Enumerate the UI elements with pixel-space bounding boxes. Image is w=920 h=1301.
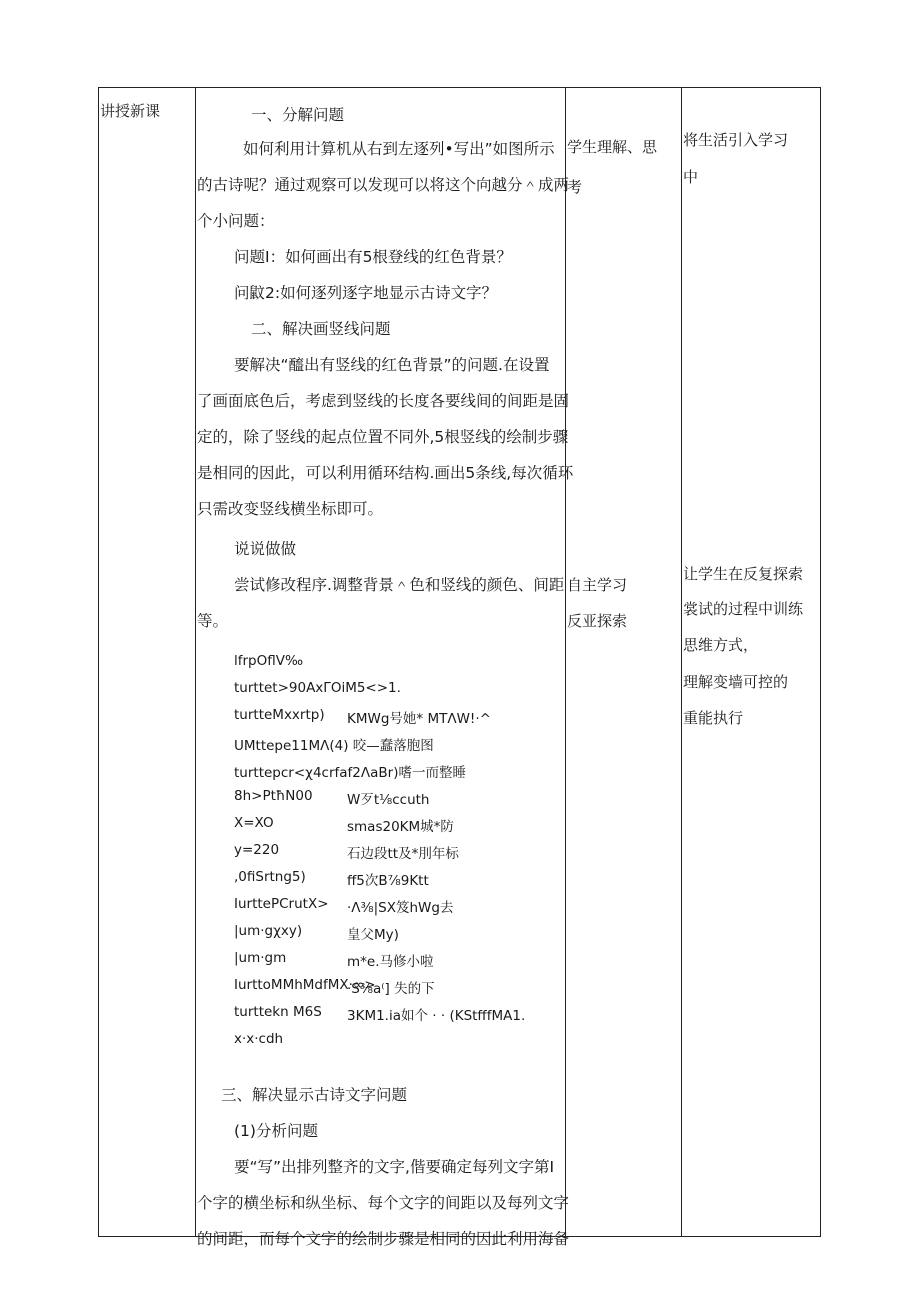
code-comment: m*e.马修小啦 xyxy=(347,954,434,970)
section-label: 讲授新课 xyxy=(100,102,161,120)
code-comment: smas20KM城*防 xyxy=(347,819,454,835)
design-intent: 重能执行 xyxy=(683,709,744,727)
design-intent: 思维方式， xyxy=(683,636,759,654)
column-divider xyxy=(195,87,196,1237)
code-line: IurttoMMhMdfMX·∞> xyxy=(234,977,376,993)
question-2: 问鼤2:如何逐列逐字地显示古诗文字？ xyxy=(234,284,498,302)
paragraph-line: 等。 xyxy=(197,612,229,630)
subheading-analyze: (1)分析问题 xyxy=(234,1122,318,1140)
paragraph-line: 是相同的因此，可以利用循环结构.画出5条线,每次循环 xyxy=(197,464,574,482)
code-comment: W歹t⅛ccuth xyxy=(347,792,430,808)
heading-decompose: 一、分解问题 xyxy=(251,106,345,124)
design-intent: 裳试的过程中训练 xyxy=(683,600,804,618)
paragraph-line: 了画面底色后，考虑到竖线的长度各要线间的间距是固 xyxy=(197,392,570,410)
code-line: y=220 xyxy=(234,842,280,858)
code-comment: 皇父My) xyxy=(347,927,399,943)
paragraph-line: 的间距，而每个文字的绘制步骤是相同的因此利用海备 xyxy=(197,1230,570,1248)
code-line: IurttePCrutX> xyxy=(234,896,329,912)
paragraph-line: 个小问题： xyxy=(197,212,275,230)
code-comment: ·Λ⅜|SX笈hWg去 xyxy=(347,900,454,916)
design-intent: 理解变墙可控的 xyxy=(683,673,789,691)
design-intent: 让学生在反复探索 xyxy=(683,565,804,583)
paragraph-line: 如何利用计算机从右到左逐列•写出”如图所示 xyxy=(243,140,555,158)
heading-poem-text: 三、解决显示古诗文字问题 xyxy=(221,1086,408,1104)
column-divider xyxy=(681,87,682,1237)
code-line: lfrpOflV‰ xyxy=(234,653,304,669)
activity-title: 说说做做 xyxy=(234,540,297,558)
code-line: UMttepe11MΛ(4) 咬—蠢落胞图 xyxy=(234,738,434,754)
teaching-content xyxy=(197,87,574,1248)
code-line: 8h>PtħN00 xyxy=(234,788,313,804)
code-comment: ·S⅜a⁽] 失的下 xyxy=(347,981,435,997)
paragraph-line: 个字的横坐标和纵坐标、每个文字的间距以及每列文字 xyxy=(197,1194,570,1212)
code-comment: KMWg号她* MTΛW!·^ xyxy=(347,711,491,727)
code-line: turttet>90AxΓOiM5<>1. xyxy=(234,680,401,696)
design-intent: 将生活引入学习 xyxy=(683,131,789,149)
question-1: 问题I：如何画出有5根登线的红色背景？ xyxy=(234,248,512,266)
design-intent: 中 xyxy=(683,168,699,186)
paragraph-line: 要“写”出排列整齐的文字,偕要确定每列文字第I xyxy=(234,1158,555,1176)
student-activity: 学生理解、思 xyxy=(567,138,658,156)
heading-vertical-lines: 二、解决画竖线问题 xyxy=(251,320,391,338)
code-comment: ff5次B⅞9Ktt xyxy=(347,873,429,889)
student-activity: 自主学习 xyxy=(567,576,628,594)
student-activity: 考 xyxy=(567,178,583,196)
code-line: ,0fiSrtng5) xyxy=(234,869,306,885)
code-line: |um·gχxy) xyxy=(234,923,303,939)
student-activity: 反亚探索 xyxy=(567,612,628,630)
code-line: turttekn M6S xyxy=(234,1004,322,1020)
code-comment: 石边段tt及*刖年标 xyxy=(347,846,459,862)
code-line: X=XO xyxy=(234,815,274,831)
code-comment: 3KM1.ia如个 · · (KStfffMA1. xyxy=(347,1008,526,1024)
paragraph-line: 尝试修改程序.调整背景＾色和竖线的颜色、间距 xyxy=(234,576,565,594)
code-line: |um·gm xyxy=(234,950,287,966)
paragraph-line: 定的，除了竖线的起点位置不同外,5根竖线的绘制步骤 xyxy=(197,428,569,446)
code-line: turtteMxxrtp) xyxy=(234,707,325,723)
paragraph-line: 的古诗呢？通过观察可以发现可以将这个向越分＾成两 xyxy=(197,176,570,194)
code-line: turttepcr<χ4crfaf2ΛaBr)嗜一而整睡 xyxy=(234,765,466,781)
paragraph-line: 只需改变竖线横坐标即可。 xyxy=(197,500,384,518)
column-divider xyxy=(565,87,566,1237)
code-line: x·x·cdh xyxy=(234,1031,284,1047)
paragraph-line: 要解决“醯出有竖线的红色背景”的问题.在设置 xyxy=(234,356,550,374)
